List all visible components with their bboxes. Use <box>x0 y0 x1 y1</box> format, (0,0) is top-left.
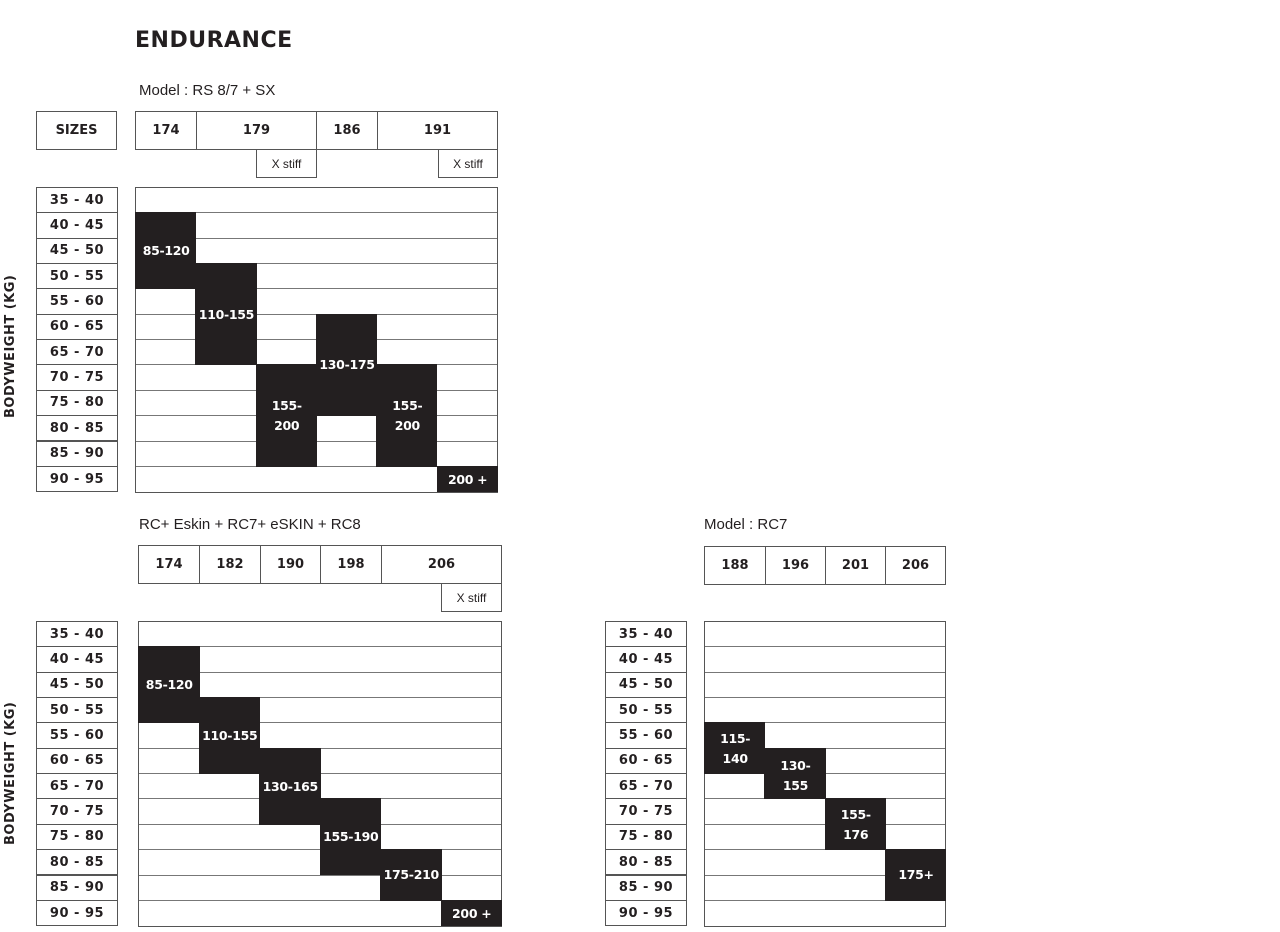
row-divider <box>705 697 945 698</box>
size-182: 182 <box>199 545 261 584</box>
weight-range-label: 35 - 40 <box>36 621 118 647</box>
weight-block-label: 110-155 <box>202 728 258 744</box>
x-stiff-note: X stiff <box>438 149 498 178</box>
weight-range-label: 85 - 90 <box>36 441 118 467</box>
weight-range-label: 45 - 50 <box>36 238 118 264</box>
weight-range-label: 75 - 80 <box>605 824 687 850</box>
weight-block-label: 85-120 <box>142 243 190 259</box>
chart1-grid <box>135 187 498 493</box>
weight-block-label: 200 + <box>452 905 492 921</box>
row-divider <box>705 646 945 647</box>
chart2-grid <box>138 621 502 927</box>
weight-range-label: 55 - 60 <box>36 288 118 314</box>
weight-range-label: 70 - 75 <box>36 798 118 824</box>
y-axis-label: BODYWEIGHT (KG) <box>3 274 18 418</box>
weight-block-label: 200 + <box>447 471 488 487</box>
weight-range-label: 40 - 45 <box>605 646 687 672</box>
weight-block-label-line: 200 <box>274 418 300 434</box>
chart1-model-label: Model : RS 8/7 + SX <box>139 82 276 99</box>
weight-block-label: 175-210 <box>383 867 439 883</box>
weight-block-label-line: 155 <box>782 778 809 794</box>
size-201: 201 <box>825 546 886 585</box>
weight-block-label: 110-155 <box>198 306 255 322</box>
chart2-model-label: RC+ Eskin + RC7+ eSKIN + RC8 <box>139 516 361 533</box>
y-axis-label: BODYWEIGHT (KG) <box>3 701 18 845</box>
weight-block-label-line: 130- <box>780 758 811 774</box>
weight-range-label: 75 - 80 <box>36 390 118 416</box>
weight-range-label: 45 - 50 <box>605 672 687 698</box>
weight-range-label: 90 - 95 <box>605 900 687 926</box>
weight-block-label: 155-190 <box>323 829 379 845</box>
size-174: 174 <box>135 111 197 150</box>
sizes-header: SIZES <box>36 111 117 150</box>
weight-block-label-line: 115- <box>720 730 751 746</box>
weight-range-label: 50 - 55 <box>605 697 687 723</box>
weight-range-label: 65 - 70 <box>605 773 687 799</box>
weight-range-label: 80 - 85 <box>605 849 687 875</box>
weight-range-label: 35 - 40 <box>605 621 687 647</box>
size-206: 206 <box>381 545 502 584</box>
weight-range-label: 50 - 55 <box>36 697 118 723</box>
weight-block-label: 85-120 <box>145 677 193 693</box>
weight-block-label-line: 200 <box>394 418 420 434</box>
weight-block-label: 175+ <box>898 867 934 883</box>
weight-range-label: 60 - 65 <box>36 748 118 774</box>
weight-range-label: 50 - 55 <box>36 263 118 289</box>
weight-range-label: 40 - 45 <box>36 212 118 238</box>
weight-block-label <box>705 723 765 774</box>
weight-block-label <box>765 751 825 802</box>
x-stiff-note: X stiff <box>256 149 317 178</box>
weight-range-label: 45 - 50 <box>36 672 118 698</box>
page-title: ENDURANCE <box>135 28 293 53</box>
weight-range-label: 35 - 40 <box>36 187 118 213</box>
size-179: 179 <box>196 111 317 150</box>
weight-range-label: 65 - 70 <box>36 773 118 799</box>
weight-block-label-line: 155- <box>392 398 423 414</box>
chart3-grid <box>704 621 946 927</box>
weight-block-label <box>826 799 886 850</box>
chart3-model-label: Model : RC7 <box>704 516 788 533</box>
weight-range-label: 60 - 65 <box>605 748 687 774</box>
weight-block-label-line: 140 <box>722 750 748 766</box>
size-206: 206 <box>885 546 946 585</box>
row-divider <box>705 672 945 673</box>
weight-block-label <box>257 391 317 442</box>
weight-block-label-line: 176 <box>843 826 869 842</box>
size-196: 196 <box>765 546 826 585</box>
weight-range-label: 90 - 95 <box>36 466 118 492</box>
size-188: 188 <box>704 546 766 585</box>
weight-range-label: 85 - 90 <box>36 875 118 901</box>
size-198: 198 <box>320 545 382 584</box>
weight-block-label <box>377 391 437 442</box>
weight-range-label: 80 - 85 <box>36 415 118 441</box>
weight-range-label: 70 - 75 <box>605 798 687 824</box>
weight-range-label: 85 - 90 <box>605 875 687 901</box>
weight-range-label: 90 - 95 <box>36 900 118 926</box>
weight-range-label: 65 - 70 <box>36 339 118 365</box>
weight-block-label: 130-175 <box>319 357 375 373</box>
x-stiff-note: X stiff <box>441 583 502 612</box>
size-174: 174 <box>138 545 200 584</box>
weight-range-label: 75 - 80 <box>36 824 118 850</box>
size-190: 190 <box>260 545 321 584</box>
weight-block-label: 130-165 <box>262 778 318 794</box>
weight-range-label: 40 - 45 <box>36 646 118 672</box>
size-191: 191 <box>377 111 498 150</box>
weight-range-label: 70 - 75 <box>36 364 118 390</box>
weight-range-label: 55 - 60 <box>36 722 118 748</box>
weight-block-label-line: 155- <box>271 398 302 414</box>
size-186: 186 <box>316 111 378 150</box>
weight-range-label: 55 - 60 <box>605 722 687 748</box>
weight-range-label: 80 - 85 <box>36 849 118 875</box>
weight-block-label-line: 155- <box>840 806 871 822</box>
weight-range-label: 60 - 65 <box>36 314 118 340</box>
